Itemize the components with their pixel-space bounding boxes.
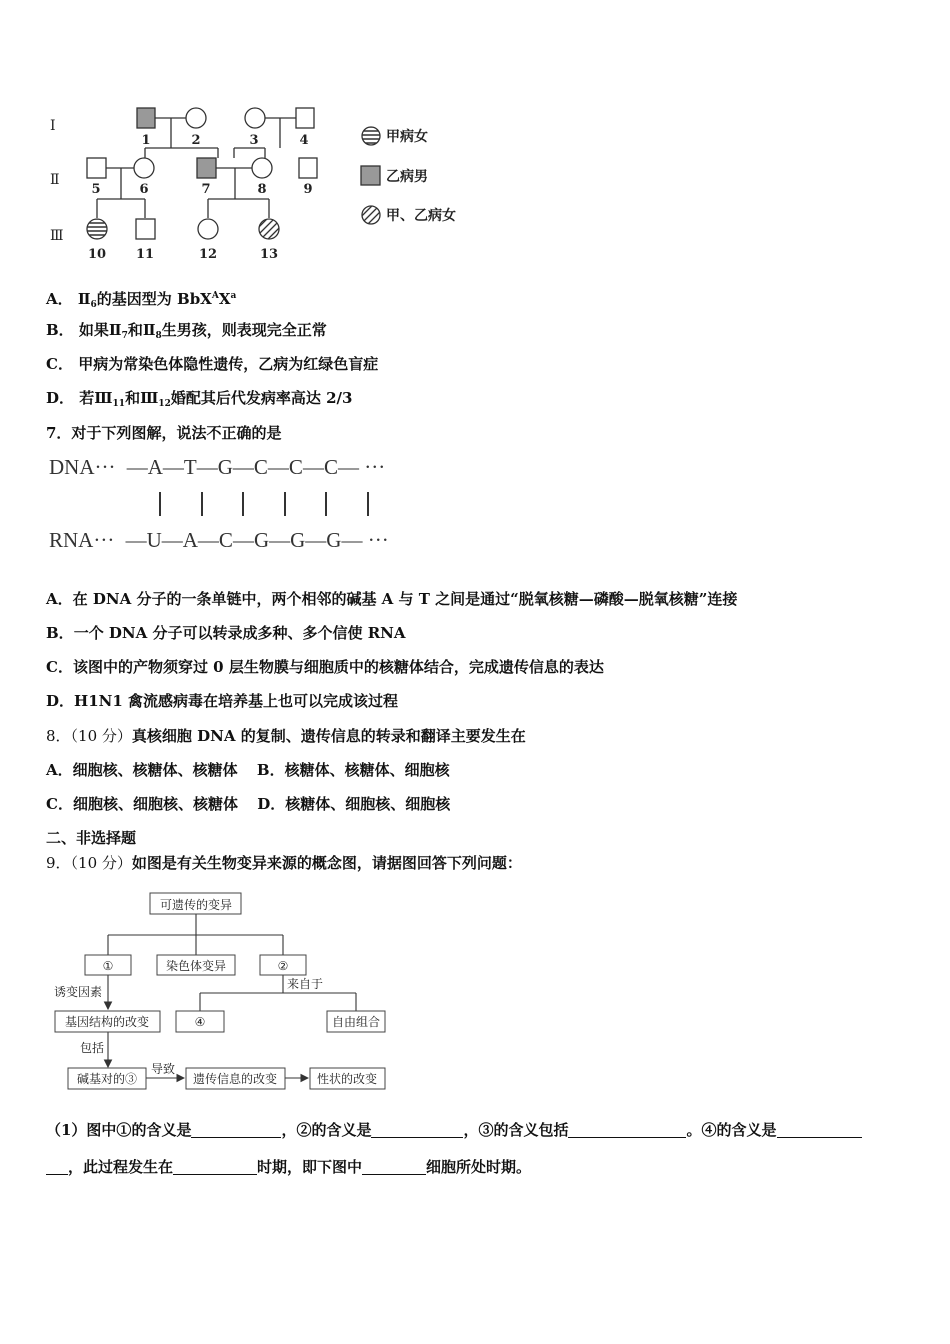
q7-option-a: A．在 DNA 分子的一条单链中，两个相邻的碱基 A 与 T 之间是通过“脱氧核糖—磷酸—脱氧核糖”连接: [46, 590, 738, 608]
rna-strand: RNA··· —U—A—C—G—G—G— ···: [49, 528, 389, 552]
answer-blank-4[interactable]: [777, 1121, 862, 1138]
legend-symbol-both-female: [362, 206, 380, 224]
q7-stem: 7．对于下列图解，说法不正确的是: [46, 424, 282, 442]
member-number: 12: [198, 247, 218, 262]
q9-stem: 9．（10 分）如图是有关生物变异来源的概念图，请据图回答下列问题：: [46, 854, 522, 872]
section-heading: 二、非选择题: [46, 829, 137, 847]
legend-symbol-yi-male: [361, 166, 380, 185]
member-number: 1: [141, 133, 151, 148]
base-pair-bond: [367, 492, 369, 516]
legend-label: 甲、乙病女: [386, 208, 456, 224]
member-number: 9: [303, 182, 313, 197]
pedigree-individual-6: [134, 158, 154, 178]
concept-trait-change: 性状的改变: [316, 1072, 378, 1086]
legend-label: 甲病女: [386, 129, 428, 145]
member-number: 8: [257, 182, 267, 197]
pedigree-individual-5: [87, 158, 106, 178]
concept-map: [40, 885, 410, 1095]
concept-base-pair: 碱基对的③: [76, 1072, 138, 1086]
q7-option-d: D．H1N1 禽流感病毒在培养基上也可以完成该过程: [46, 692, 398, 710]
answer-blank-2[interactable]: [371, 1121, 463, 1138]
generation-label: Ⅰ: [50, 118, 56, 134]
answer-blank-3[interactable]: [568, 1121, 686, 1138]
legend-symbol-jia-female: [362, 127, 380, 145]
generation-label: Ⅲ: [50, 228, 64, 244]
pedigree-individual-13: [259, 219, 279, 239]
q7-option-c: C．该图中的产物须穿过 0 层生物膜与细胞质中的核糖体结合，完成遗传信息的表达: [46, 658, 604, 676]
answer-blank-6[interactable]: [362, 1158, 426, 1175]
concept-mutagen-label: 诱变因素: [54, 985, 103, 999]
pedigree-individual-3: [245, 108, 265, 128]
member-number: 13: [259, 247, 279, 262]
pedigree-individual-1: [137, 108, 155, 128]
concept-n4: ④: [194, 1015, 206, 1029]
pedigree-individual-9: [299, 158, 317, 178]
q9-sub1-line1: （1）图中①的含义是 ，②的含义是 ，③的含义包括 。④的含义是: [46, 1120, 862, 1140]
q6-option-b: B． 如果$Ⅱ_7$和$Ⅱ_8$生男孩，则表现完全正常: [46, 321, 327, 341]
member-number: 7: [201, 182, 211, 197]
base-pair-bond: [159, 492, 161, 516]
base-pair-bond: [201, 492, 203, 516]
concept-lead-label: 导致: [151, 1062, 176, 1076]
pedigree-individual-4: [296, 108, 314, 128]
concept-root: 可遗传的变异: [159, 898, 233, 912]
concept-n2: ②: [277, 959, 289, 973]
base-pair-bond: [325, 492, 327, 516]
generation-label: Ⅱ: [50, 172, 60, 188]
q6-option-d: D． 若$Ⅲ_{11}$和$Ⅲ_{12}$婚配其后代发病率高达 2/3: [46, 389, 353, 409]
pedigree-individual-12: [198, 219, 218, 239]
q8-options-row-2: C．细胞核、细胞核、核糖体 D．核糖体、细胞核、细胞核: [46, 795, 451, 813]
pedigree-individual-10: [87, 219, 107, 239]
concept-gene-struct: 基因结构的改变: [64, 1015, 150, 1029]
dna-strand: DNA··· —A—T—G—C—C—C— ···: [49, 455, 386, 479]
member-number: 3: [249, 133, 259, 148]
concept-n1: ①: [102, 959, 114, 973]
answer-blank-5[interactable]: [173, 1158, 257, 1175]
concept-include-label: 包括: [80, 1041, 105, 1055]
pedigree-individual-11: [136, 219, 155, 239]
answer-blank-4-cont[interactable]: [46, 1158, 68, 1175]
q6-option-a: A． $Ⅱ_6$的基因型为 $BbX^AX^a$: [46, 290, 237, 310]
concept-info-change: 遗传信息的改变: [192, 1072, 278, 1086]
base-pair-bond: [242, 492, 244, 516]
member-number: 6: [139, 182, 149, 197]
base-pair-bond: [284, 492, 286, 516]
q8-options-row-1: A．细胞核、核糖体、核糖体 B．核糖体、核糖体、细胞核: [46, 761, 450, 779]
q7-option-b: B．一个 DNA 分子可以转录成多种、多个信使 RNA: [46, 624, 406, 642]
pedigree-chart: [40, 98, 480, 268]
member-number: 10: [87, 247, 107, 262]
pedigree-individual-7: [197, 158, 216, 178]
pedigree-individual-2: [186, 108, 206, 128]
member-number: 11: [135, 247, 155, 262]
member-number: 2: [191, 133, 201, 148]
concept-chromosome: 染色体变异: [165, 959, 227, 973]
member-number: 4: [299, 133, 309, 148]
concept-from-label: 来自于: [287, 977, 324, 991]
pedigree-individual-8: [252, 158, 272, 178]
legend-label: 乙病男: [386, 169, 428, 185]
q6-option-c: C． 甲病为常染色体隐性遗传，乙病为红绿色盲症: [46, 355, 379, 373]
member-number: 5: [91, 182, 101, 197]
q8-stem: 8．（10 分）真核细胞 DNA 的复制、遗传信息的转录和翻译主要发生在: [46, 727, 526, 745]
answer-blank-1[interactable]: [191, 1121, 281, 1138]
q9-sub1-line2: ，此过程发生在 时期，即下图中 细胞所处时期。: [46, 1157, 531, 1177]
concept-recomb: 自由组合: [331, 1015, 381, 1029]
